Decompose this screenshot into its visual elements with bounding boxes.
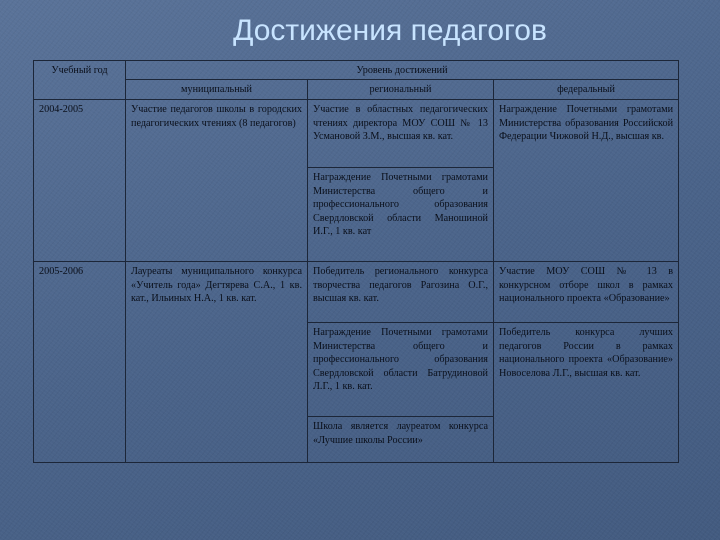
regional-cell: Школа является лауреатом конкурса «Лучшие школы России»	[308, 417, 494, 463]
regional-cell: Победитель регионального конкурса творчества педагогов Рагозина О.Г., высшая кв. кат.	[308, 262, 494, 323]
table-subheader-row	[34, 80, 679, 100]
federal-cell: Награждение Почетными грамотами Министерства образования Российской Федерации Чижовой Н.Д., высшая кв.	[494, 100, 679, 262]
municipal-cell: Лауреаты муниципального конкурса «Учитель года» Дегтярева С.А., 1 кв. кат., Ильиных Н.А., 1 кв. кат.	[126, 262, 308, 463]
header-regional: региональный	[308, 80, 494, 100]
regional-cell: Награждение Почетными грамотами Министерства общего и профессионального образования Свердловской области Маношиной И.Г., 1 кв. кат	[308, 168, 494, 262]
header-level: Уровень достижений	[126, 61, 679, 80]
page-title: Достижения педагогов	[233, 14, 547, 47]
table-row	[34, 100, 679, 168]
table-row	[34, 262, 679, 323]
table-header-row	[34, 61, 679, 80]
header-municipal: муниципальный	[126, 80, 308, 100]
federal-cell: Участие МОУ СОШ № 13 в конкурсном отборе школ в рамках национального проекта «Образование»	[494, 262, 679, 323]
achievements-table	[33, 60, 679, 463]
header-year: Учебный год	[34, 61, 126, 100]
year-cell: 2005-2006	[34, 262, 126, 463]
regional-cell: Участие в областных педагогических чтениях директора МОУ СОШ № 13 Усмановой З.М., высшая кв. кат.	[308, 100, 494, 168]
header-federal: федеральный	[494, 80, 679, 100]
federal-cell: Победитель конкурса лучших педагогов России в рамках национального проекта «Образование» Новоселова Л.Г., высшая кв. кат.	[494, 323, 679, 463]
regional-cell: Награждение Почетными грамотами Министерства общего и профессионального образования Свердловской области Батрудиновой Л.Г., 1 кв. кат.	[308, 323, 494, 417]
year-cell: 2004-2005	[34, 100, 126, 262]
municipal-cell: Участие педагогов школы в городских педагогических чтениях (8 педагогов)	[126, 100, 308, 262]
